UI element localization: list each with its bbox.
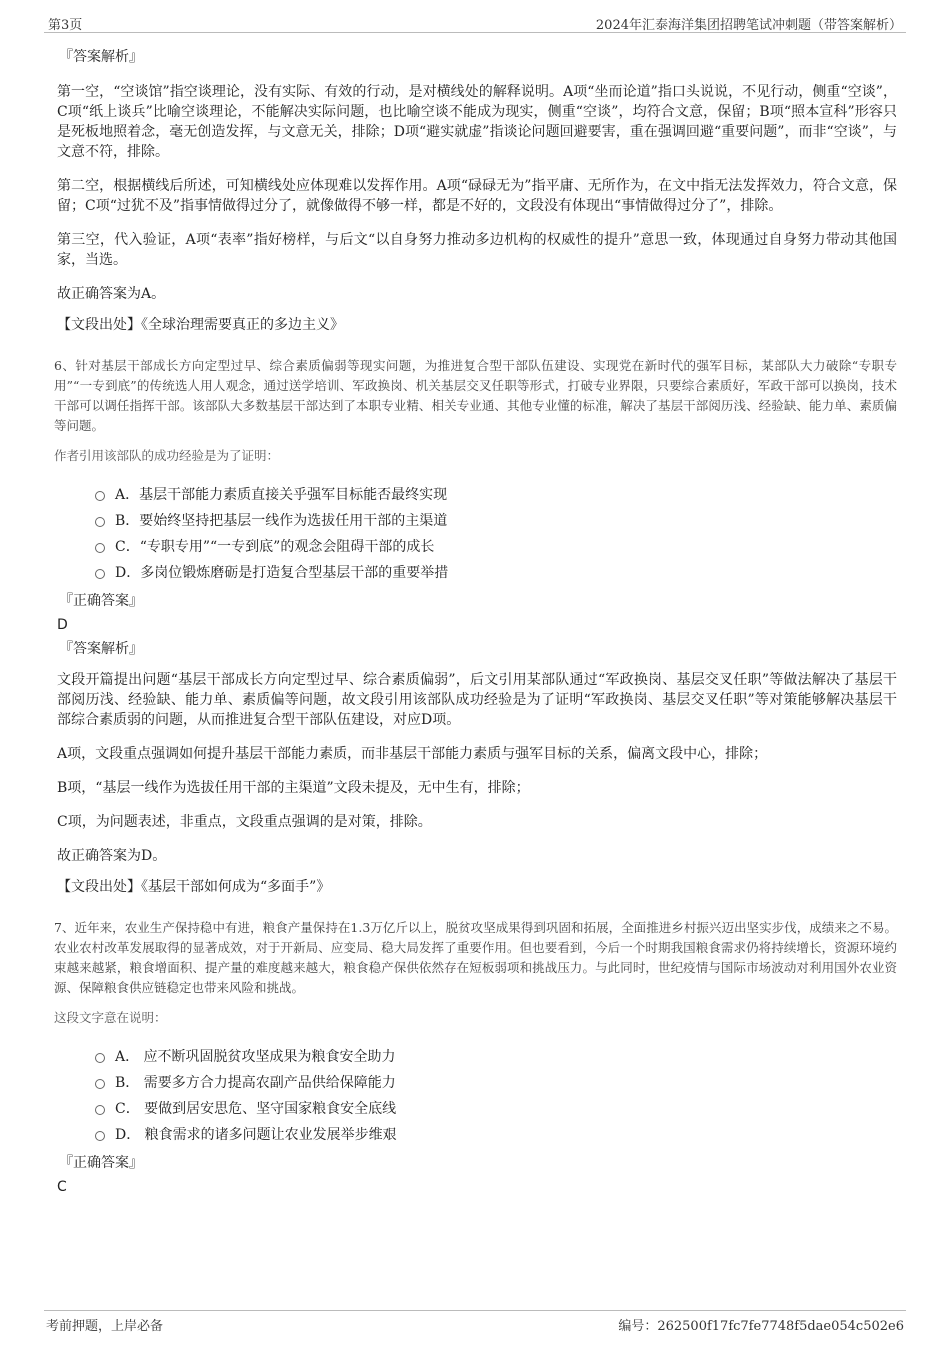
q7-option-b[interactable]: B． 需要多方合力提高农副产品供给保障能力 (95, 1070, 897, 1096)
q5-analysis-paragraph-2: 第二空，根据横线后所述，可知横线处应体现难以发挥作用。A项“碌碌无为”指平庸、无所作为，在文中指无法发挥效力，符合文意，保留；C项“过犹不及”指事情做得过分了，就像做得不够一样，都是不好的，文段没有体现出“事情做得过分了”，排除。 (57, 178, 897, 214)
document-serial: 编号：262500f17fc7fe7748f5dae054c502e6 (618, 1319, 904, 1334)
radio-icon[interactable] (95, 1079, 105, 1089)
radio-icon[interactable] (95, 1131, 105, 1141)
document-title: 2024年汇泰海洋集团招聘笔试冲刺题（带答案解析） (595, 18, 902, 33)
q6-analysis-paragraph-3: B项，“基层一线作为选拔任用干部的主渠道”文段未提及，无中生有，排除； (57, 780, 530, 796)
radio-icon[interactable] (95, 569, 105, 579)
q7-stem: 7、近年来，农业生产保持稳中有进，粮食产量保持在1.3万亿斤以上，脱贫攻坚成果得到巩固和拓展，全面推进乡村振兴迈出坚实步伐，成绩来之不易。农业农村改革发展取得的显著成效，对于开新局、应变局、稳大局发挥了重要作用。但也要看到，今后一个时期我国粮食需求仍将持续增长，资源环境约束越来越紧，粮食增面积、提产量的难度越来越大，粮食稳产保供依然存在短板弱项和挑战压力。与此同时，世纪疫情与国际市场波动对利用国外农业资源、保障粮食供应链稳定也带来风险和挑战。 (54, 920, 897, 995)
q6-option-d[interactable]: D．多岗位锻炼磨砺是打造复合型基层干部的重要举措 (95, 560, 897, 586)
q6-analysis-paragraph-1: 文段开篇提出问题“基层干部成长方向定型过早、综合素质偏弱”，后文引用某部队通过“军政换岗、基层交叉任职”等做法解决了基层干部阅历浅、经验缺、能力单、素质偏等问题，故文段引用该部队成功经验是为了证明“军政换岗、基层交叉任职”等对策能够解决基层干部综合素质弱的问题，从而推进复合型干部队伍建设，对应D项。 (57, 672, 897, 728)
page-footer (44, 1310, 906, 1335)
radio-icon[interactable] (95, 1053, 105, 1063)
radio-icon[interactable] (95, 543, 105, 553)
q7-answer: C (57, 1179, 67, 1195)
q7-option-c[interactable]: C． 要做到居安思危、坚守国家粮食安全底线 (95, 1096, 897, 1122)
q7-answer-label: 『正确答案』 (59, 1155, 143, 1171)
q5-conclusion: 故正确答案为A。 (57, 286, 166, 302)
q7-prompt: 这段文字意在说明： (54, 1010, 167, 1025)
q6-conclusion: 故正确答案为D。 (57, 848, 167, 864)
q6-analysis-label: 『答案解析』 (59, 641, 143, 657)
radio-icon[interactable] (95, 1105, 105, 1115)
radio-icon[interactable] (95, 517, 105, 527)
q6-answer-label: 『正确答案』 (59, 593, 143, 609)
q6-option-a[interactable]: A．基层干部能力素质直接关乎强军目标能否最终实现 (95, 482, 897, 508)
q6-prompt: 作者引用该部队的成功经验是为了证明： (54, 448, 280, 463)
q5-analysis-paragraph-1: 第一空，“空谈馆”指空谈理论，没有实际、有效的行动，是对横线处的解释说明。A项“坐而论道”指口头说说，不见行动，侧重“空谈”，C项“纸上谈兵”比喻空谈理论，不能解决实际问题，也比喻空谈不能成为现实，侧重“空谈”，均符合文意，保留；B项“照本宣科”形容只是死板地照着念，毫无创造发挥，与文意无关，排除；D项“避实就虚”指谈论问题回避要害，重在强调回避“重要问题”，而非“空谈”，与文意不符，排除。 (57, 84, 897, 160)
q6-stem: 6、针对基层干部成长方向定型过早、综合素质偏弱等现实问题，为推进复合型干部队伍建设、实现党在新时代的强军目标，某部队大力破除“专职专用”“一专到底”的传统选人用人观念，通过送学培训、军政换岗、机关基层交叉任职等形式，打破专业界限，只要综合素质好，军政干部可以换岗，技术干部可以调任指挥干部。该部队大多数基层干部达到了本职专业精、相关专业通、其他专业懂的标准，解决了基层干部阅历浅、经验缺、能力单、素质偏等问题。 (54, 358, 897, 433)
q6-option-b[interactable]: B．要始终坚持把基层一线作为选拔任用干部的主渠道 (95, 508, 897, 534)
q7-options (95, 1044, 897, 1148)
q7-option-a[interactable]: A． 应不断巩固脱贫攻坚成果为粮食安全助力 (95, 1044, 897, 1070)
q6-source: 【文段出处】《基层干部如何成为“多面手”》 (57, 879, 331, 895)
page-number: 第3页 (48, 18, 83, 33)
radio-icon[interactable] (95, 491, 105, 501)
q7-option-d[interactable]: D． 粮食需求的诸多问题让农业发展举步维艰 (95, 1122, 897, 1148)
q6-analysis-paragraph-2: A项，文段重点强调如何提升基层干部能力素质，而非基层干部能力素质与强军目标的关系，偏离文段中心，排除； (57, 746, 768, 762)
q6-answer: D (57, 617, 68, 633)
q5-analysis-paragraph-3: 第三空，代入验证，A项“表率”指好榜样，与后文“以自身努力推动多边机构的权威性的提升”意思一致，体现通过自身努力带动其他国家，当选。 (57, 232, 897, 268)
q6-options (95, 482, 897, 586)
footer-slogan: 考前押题，上岸必备 (46, 1319, 164, 1334)
q6-analysis-paragraph-4: C项，为问题表述，非重点，文段重点强调的是对策，排除。 (57, 814, 432, 830)
q5-source: 【文段出处】《全球治理需要真正的多边主义》 (57, 317, 344, 333)
q5-analysis-label: 『答案解析』 (59, 49, 143, 65)
page-header (44, 12, 906, 33)
document-body (54, 44, 897, 1200)
q6-option-c[interactable]: C．“专职专用”“一专到底”的观念会阻碍干部的成长 (95, 534, 897, 560)
